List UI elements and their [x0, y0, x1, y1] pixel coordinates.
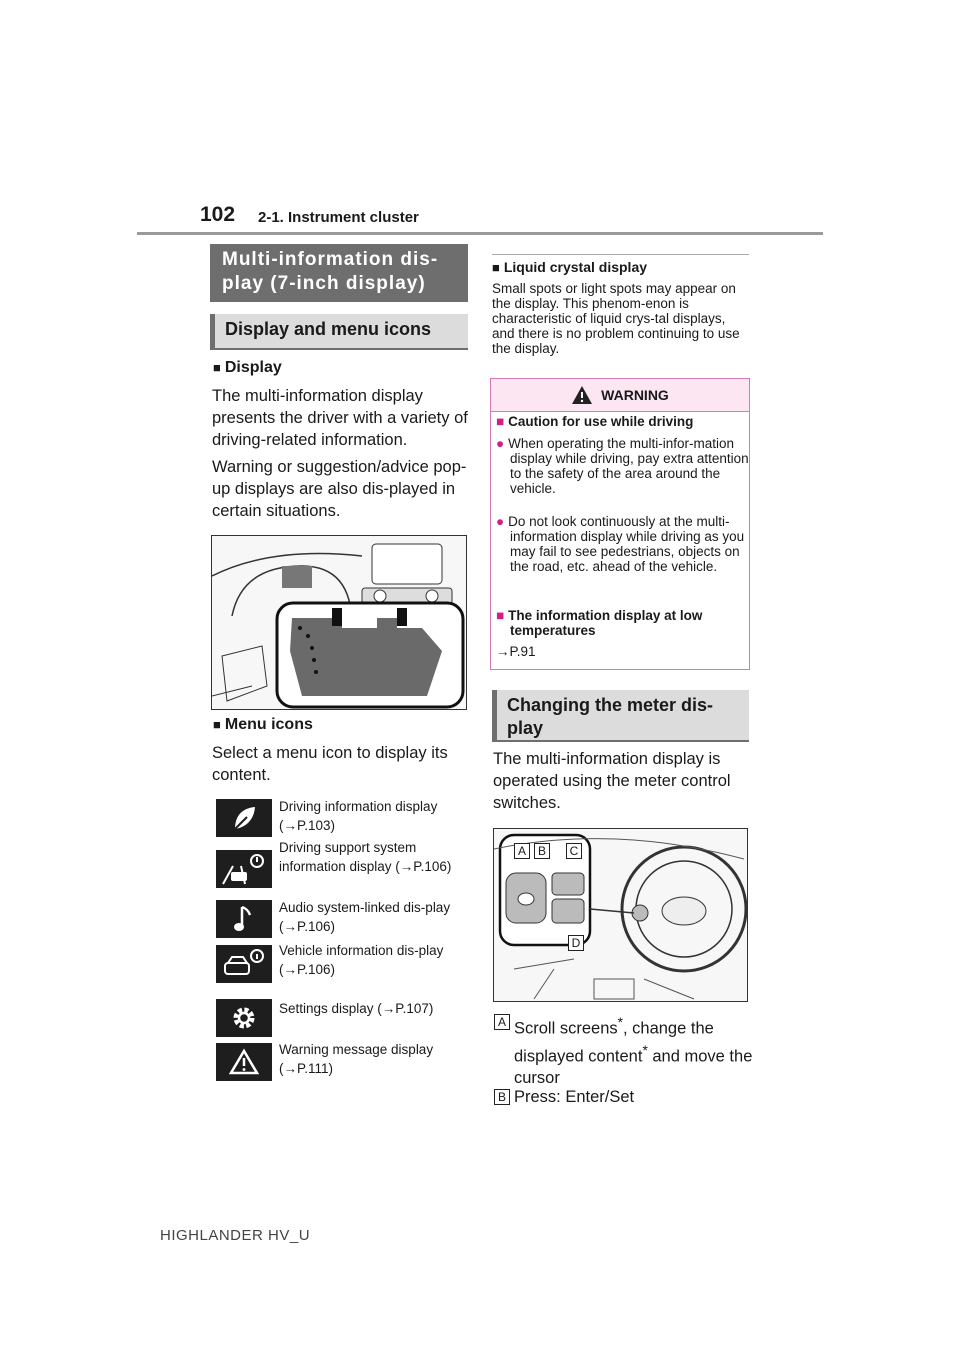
icon-desc-settings: Settings display (→P.107) — [279, 1001, 434, 1016]
low-temp-reference: →P.91 — [496, 644, 536, 659]
warning-label: WARNING — [601, 387, 669, 403]
changing-meter-title — [492, 690, 749, 742]
vehicle-info-icon — [216, 945, 272, 983]
item-a-footnote-mark-1: * — [617, 1015, 623, 1030]
switch-label-a: A — [514, 843, 530, 859]
switch-label-c: C — [566, 843, 582, 859]
warning-triangle-icon — [216, 1043, 272, 1081]
icon-desc-driving-support: Driving support system information display (→P.106) — [279, 840, 452, 874]
footer-model: HIGHLANDER HV_U — [160, 1227, 311, 1244]
instrument-cluster-illustration — [211, 535, 467, 710]
item-a-text-3: and move the cursor — [514, 1047, 753, 1087]
subsection-title: Display and menu icons — [210, 314, 468, 350]
icon-desc-audio: Audio system-linked dis-play (→P.106) — [279, 900, 451, 934]
column-rule — [492, 254, 749, 255]
warning-header — [491, 379, 749, 412]
driving-support-icon — [216, 850, 272, 888]
item-letter-b: B — [494, 1089, 510, 1105]
display-paragraph-2: Warning or suggestion/advice pop-up displays are also dis-played in certain situations. — [212, 458, 467, 520]
warning-bullet-1: ● When operating the multi-infor-mation display while driving, pay extra attention to the safety of the area around the vehicle. — [496, 436, 758, 496]
music-note-icon — [216, 900, 272, 938]
lcd-heading: ■ Liquid crystal display — [492, 259, 647, 275]
lcd-paragraph: Small spots or light spots may appear on the display. This phenom-enon is characteristic of liquid crys-tal displays, and there is no problem continuing to use the display. — [492, 281, 740, 356]
changing-meter-title-line2: play — [507, 718, 544, 738]
steering-switch-illustration — [493, 828, 748, 1002]
icon-desc-warning: Warning message display (→P.111) — [279, 1042, 434, 1076]
menu-icons-paragraph: Select a menu icon to display its content. — [212, 744, 448, 784]
header-rule — [137, 232, 823, 235]
warning-icon — [571, 385, 593, 405]
section-title-line1: Multi-information dis- — [222, 249, 439, 270]
leaf-icon — [216, 799, 272, 837]
menu-icons-heading: ■ Menu icons — [213, 716, 313, 734]
item-letter-a: A — [494, 1014, 510, 1030]
changing-meter-title-line1: Changing the meter dis- — [507, 695, 714, 715]
section-title-line2: play (7-inch display) — [222, 273, 426, 294]
display-heading: ■ Display — [213, 359, 282, 377]
icon-desc-driving-info: Driving information display (→P.103) — [279, 799, 438, 833]
gear-icon — [216, 999, 272, 1037]
switch-label-b: B — [534, 843, 550, 859]
display-paragraph-1: The multi-information display presents the driver with a variety of driving-related information. — [212, 387, 468, 449]
icon-desc-vehicle-info: Vehicle information dis-play (→P.106) — [279, 943, 444, 977]
section-label: 2-1. Instrument cluster — [258, 209, 419, 226]
low-temp-heading: ■ The information display at low temperatures — [496, 608, 758, 638]
changing-meter-paragraph: The multi-information display is operated using the meter control switches. — [493, 750, 731, 812]
warning-bullet-2: ● Do not look continuously at the multi-information display while driving as you may fail to see pedestrians, objects on the road, etc. ahead of the vehicle. — [496, 514, 758, 574]
item-a-footnote-mark-2: * — [642, 1042, 648, 1058]
switch-label-d: D — [568, 935, 584, 951]
item-a-text-1: Scroll screens — [514, 1019, 618, 1038]
item-a-text-2: , change the displayed content — [514, 1019, 714, 1065]
item-a-text — [514, 1012, 754, 1089]
page-number: 102 — [200, 203, 236, 226]
caution-heading: ■ Caution for use while driving — [496, 414, 693, 429]
item-b-text: Press: Enter/Set — [514, 1088, 635, 1106]
section-title — [210, 244, 468, 302]
